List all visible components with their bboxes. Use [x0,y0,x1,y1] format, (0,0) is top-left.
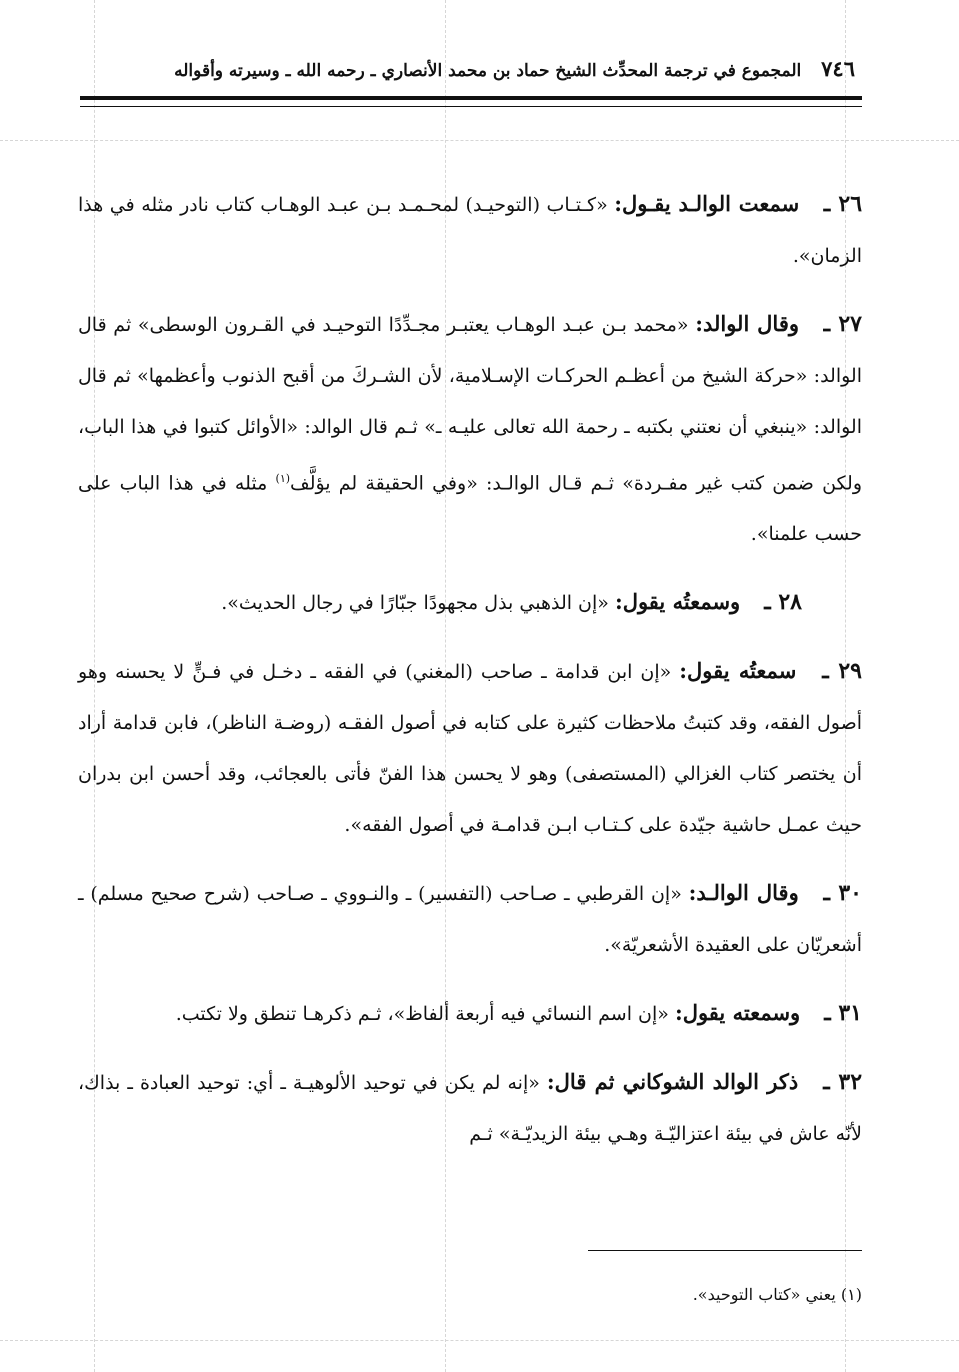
scan-guide-line [0,140,959,141]
paragraph-29 [78,645,862,851]
item-body: «إن ابن قدامة ـ صاحب (المغني) في الفقه ـ دخـل في فـنٍّ لا يحسنه وهو أصول الفقه، وقد كتبتُ ملاحظات كثيرة على كتابه في أصول الفقـه (روضـة الناظر)، فابن قدامة أراد أن يختصر كتاب الغزالي (المستصفى) وهو لا يحسن هذا الفنّ فأتى بالعجائب، وقد أحسن ابن بدران حيث عمـل حاشية جيّدة على كـتـاب ابـن قدامـة في أصول الفقه». [78,661,862,837]
item-number: ٢٦ ـ [823,191,863,217]
header-rule-thin [80,106,862,107]
item-body: «إنه لم يكن في توحيد الألوهيـة ـ أي: توحيد العبادة ـ بذاك، لأنّه عاش في بيئة اعتزاليّـة وهـي بيئة الزيديّـة» ثـم [78,1072,862,1146]
item-body: «إن اسم النسائي فيه أربعة ألفاظ»، ثـم ذكرهـا تنطق ولا تكتب. [175,1003,669,1026]
footnote-ref[interactable]: (١) [275,472,291,485]
item-number: ٢٩ ـ [822,658,862,685]
item-lead: سمعت الوالـد يقـول: [614,191,800,216]
paragraph-26 [78,178,862,282]
item-number: ٢٧ ـ [823,311,862,337]
scan-guide-line [0,1340,959,1341]
page-number: ٧٤٦ [821,56,855,81]
item-body: «محمد بـن عبـد الوهـاب يعتبـر مجـدِّدًا التوحيـد في القـرون الوسطى» ثم قال الوالد: «حركة الشيخ من أعظـم الحركـات الإسـلامية، لأن الشـركَ من أقبح الذنوب وأعظمها» ثم قال الوالد: «ينبغي أن نعتني بكتبه ـ رحمة الله تعالى عليـه ـ» ثـم قال الوالد: «الأوائل كتبوا في هذا الباب، ولكن ضمن كتب غير مفـردة» ثـم قـال الوالـد: «وفي الحقيقة لم يؤلَّف [78,314,862,495]
item-number: ٢٨ ـ [764,589,802,616]
paragraph-28 [78,576,802,629]
item-lead: وقال الوالد: [695,311,800,336]
paragraph-30 [78,867,862,971]
running-header [150,56,855,81]
item-number: ٣١ ـ [824,1000,862,1027]
item-body: «إن القرطبي ـ صـاحب (التفسير) ـ والنـووي ـ صـاحب (شرح صحيح مسلم) ـ أشعريّان على العقيدة الأشعريّة». [78,883,862,957]
item-lead: ذكر الوالد الشوكاني ثم قال: [546,1069,799,1095]
main-text [78,178,862,1176]
footnote-rule [588,1250,862,1251]
footnote-text: يعني «كتاب التوحيد». [692,1285,836,1304]
item-body: «كـتـاب (التوحيـد) لمحـمـد بـن عبـد الوهـاب كتاب نادر مثله في هذا الزمان». [78,194,862,267]
footnote [400,1285,862,1304]
item-body-tail: مثله في هذا الباب على حسب علمنا». [78,472,862,546]
paragraph-32 [78,1056,862,1160]
item-body: «إن الذهبي بذل مجهودًا جبّارًا في رجال الحديث». [221,592,609,615]
item-number: ٣٠ ـ [823,880,862,907]
item-lead: سمعتُه يقول: [679,658,797,684]
item-number: ٣٢ ـ [823,1069,863,1096]
header-rule [80,96,862,100]
item-lead: وسمعته يقول: [674,1000,801,1026]
item-lead: وقال الوالـد: [688,880,799,906]
item-lead: وسمعتُه يقول: [614,589,741,615]
paragraph-27 [78,298,862,560]
footnote-marker: (١) [840,1285,862,1304]
paragraph-31 [78,987,862,1040]
book-title: المجموع في ترجمة المحدِّث الشيخ حماد بن محمد الأنصاري ـ رحمه الله ـ وسيرته وأقواله [174,61,802,81]
